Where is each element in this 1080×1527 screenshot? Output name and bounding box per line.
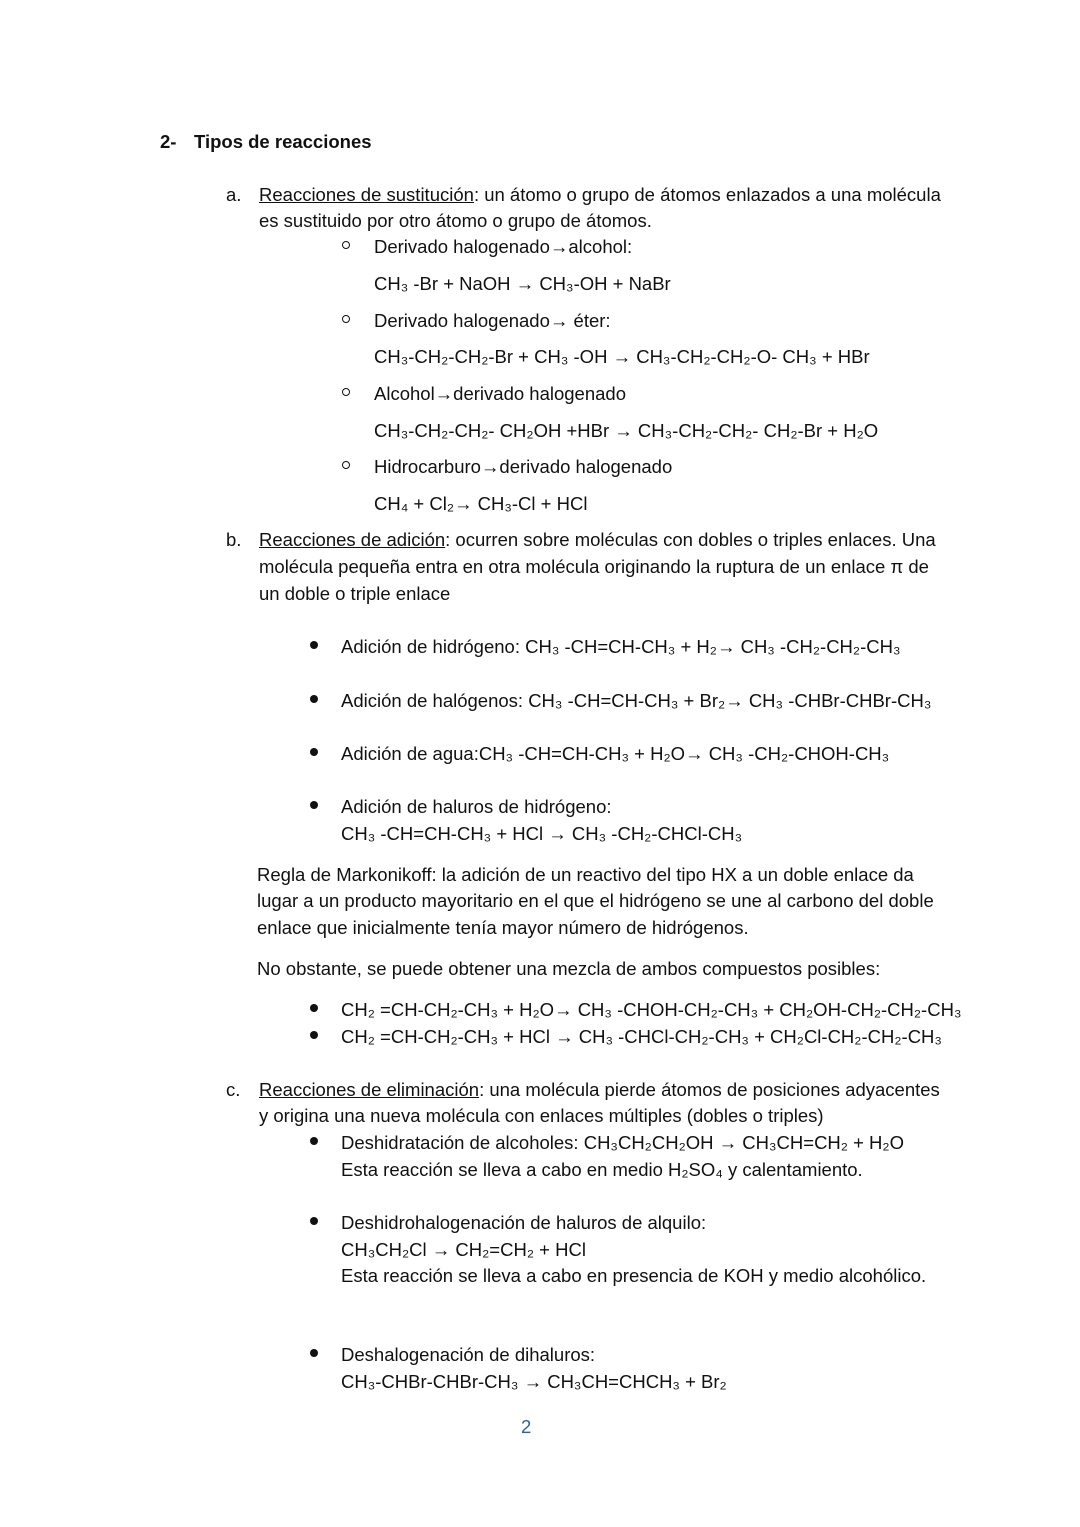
elimination-item-line1: Deshidratación de alcoholes: CH₃CH₂CH₂OH → CH₃CH=CH₂ + H₂O	[341, 1132, 904, 1153]
bullet-icon	[310, 695, 318, 703]
c-desc1: : una molécula pierde átomos de posiciones adyacentes	[479, 1079, 940, 1100]
sub-item-label: Alcohol→derivado halogenado	[374, 383, 626, 404]
bullet-icon	[310, 801, 318, 809]
elimination-item-line1: Deshalogenación de dihaluros:	[341, 1344, 596, 1365]
addition-item: Adición de hidrógeno: CH₃ -CH=CH-CH₃ + H₂→ CH₃ -CH₂-CH₂-CH₃	[341, 636, 901, 657]
bullet-icon	[310, 1217, 318, 1225]
b-desc-line2: molécula pequeña entra en otra molécula originando la ruptura de un enlace π de	[259, 556, 929, 577]
b-desc-line3: un doble o triple enlace	[259, 583, 451, 604]
addition-item-equation: CH₃ -CH=CH-CH₃ + HCl → CH₃ -CH₂-CHCl-CH₃	[341, 823, 743, 844]
sub-item-label: Derivado halogenado→ éter:	[374, 310, 611, 331]
c-desc-line1	[259, 1078, 940, 1101]
item-letter-a: a.	[226, 184, 242, 205]
sub-item-label: Hidrocarburo→derivado halogenado	[374, 456, 673, 477]
mixture-equation: CH₂ =CH-CH₂-CH₃ + HCl → CH₃ -CHCl-CH₂-CH₃ + CH₂Cl-CH₂-CH₂-CH₃	[341, 1026, 942, 1047]
elimination-item-line1: Deshidrohalogenación de haluros de alquilo:	[341, 1212, 707, 1233]
addition-item: Adición de agua:CH₃ -CH=CH-CH₃ + H₂O→ CH₃ -CH₂-CHOH-CH₃	[341, 743, 890, 764]
hollow-bullet-icon	[342, 461, 350, 469]
c-desc-line2: y origina una nueva molécula con enlaces múltiples (dobles o triples)	[259, 1105, 824, 1126]
bullet-icon	[310, 1031, 318, 1039]
hollow-bullet-icon	[342, 315, 350, 323]
bullet-icon	[310, 1004, 318, 1012]
mixture-equation: CH₂ =CH-CH₂-CH₃ + H₂O→ CH₃ -CHOH-CH₂-CH₃ + CH₂OH-CH₂-CH₂-CH₃	[341, 999, 962, 1020]
bullet-icon	[310, 748, 318, 756]
sub-item-equation: CH₃ -Br + NaOH → CH₃-OH + NaBr	[374, 273, 671, 294]
elimination-item-line2: CH₃-CHBr-CHBr-CH₃ → CH₃CH=CHCH₃ + Br₂	[341, 1371, 727, 1392]
bullet-icon	[310, 1137, 318, 1145]
elimination-item-line3: Esta reacción se lleva a cabo en presencia de KOH y medio alcohólico.	[341, 1265, 927, 1286]
c-title: Reacciones de eliminación	[259, 1079, 480, 1100]
addition-item-label: Adición de haluros de hidrógeno:	[341, 796, 612, 817]
a-title: Reacciones de sustitución	[259, 184, 474, 205]
elimination-item-line2: CH₃CH₂Cl → CH₂=CH₂ + HCl	[341, 1239, 586, 1260]
b-desc1: : ocurren sobre moléculas con dobles o triples enlaces. Una	[445, 529, 936, 550]
hollow-bullet-icon	[342, 388, 350, 396]
section-title: Tipos de reacciones	[194, 131, 372, 152]
a-desc-line1	[259, 183, 941, 206]
markonikoff-rule-line1: Regla de Markonikoff: la adición de un reactivo del tipo HX a un doble enlace da	[257, 864, 914, 885]
markonikoff-rule-line3: enlace que inicialmente tenía mayor número de hidrógenos.	[257, 917, 749, 938]
a-desc-line2: es sustituido por otro átomo o grupo de átomos.	[259, 210, 652, 231]
mixture-intro: No obstante, se puede obtener una mezcla de ambos compuestos posibles:	[257, 958, 881, 979]
section-number: 2-	[160, 131, 177, 152]
addition-item: Adición de halógenos: CH₃ -CH=CH-CH₃ + Br₂→ CH₃ -CHBr-CHBr-CH₃	[341, 690, 932, 711]
b-desc-line1	[259, 528, 936, 551]
item-letter-b: b.	[226, 529, 242, 550]
markonikoff-rule-line2: lugar a un producto mayoritario en el que el hidrógeno se une al carbono del doble	[257, 890, 934, 911]
item-letter-c: c.	[226, 1079, 241, 1100]
bullet-icon	[310, 641, 318, 649]
hollow-bullet-icon	[342, 241, 350, 249]
sub-item-equation: CH₄ + Cl₂→ CH₃-Cl + HCl	[374, 493, 588, 514]
sub-item-equation: CH₃-CH₂-CH₂- CH₂OH +HBr → CH₃-CH₂-CH₂- CH₂-Br + H₂O	[374, 420, 879, 441]
bullet-icon	[310, 1349, 318, 1357]
sub-item-equation: CH₃-CH₂-CH₂-Br + CH₃ -OH → CH₃-CH₂-CH₂-O- CH₃ + HBr	[374, 346, 870, 367]
sub-item-label: Derivado halogenado→alcohol:	[374, 236, 633, 257]
page-number: 2	[521, 1416, 532, 1437]
a-desc1: : un átomo o grupo de átomos enlazados a una molécula	[473, 184, 941, 205]
elimination-item-line2: Esta reacción se lleva a cabo en medio H₂SO₄ y calentamiento.	[341, 1159, 863, 1180]
b-title: Reacciones de adición	[259, 529, 446, 550]
